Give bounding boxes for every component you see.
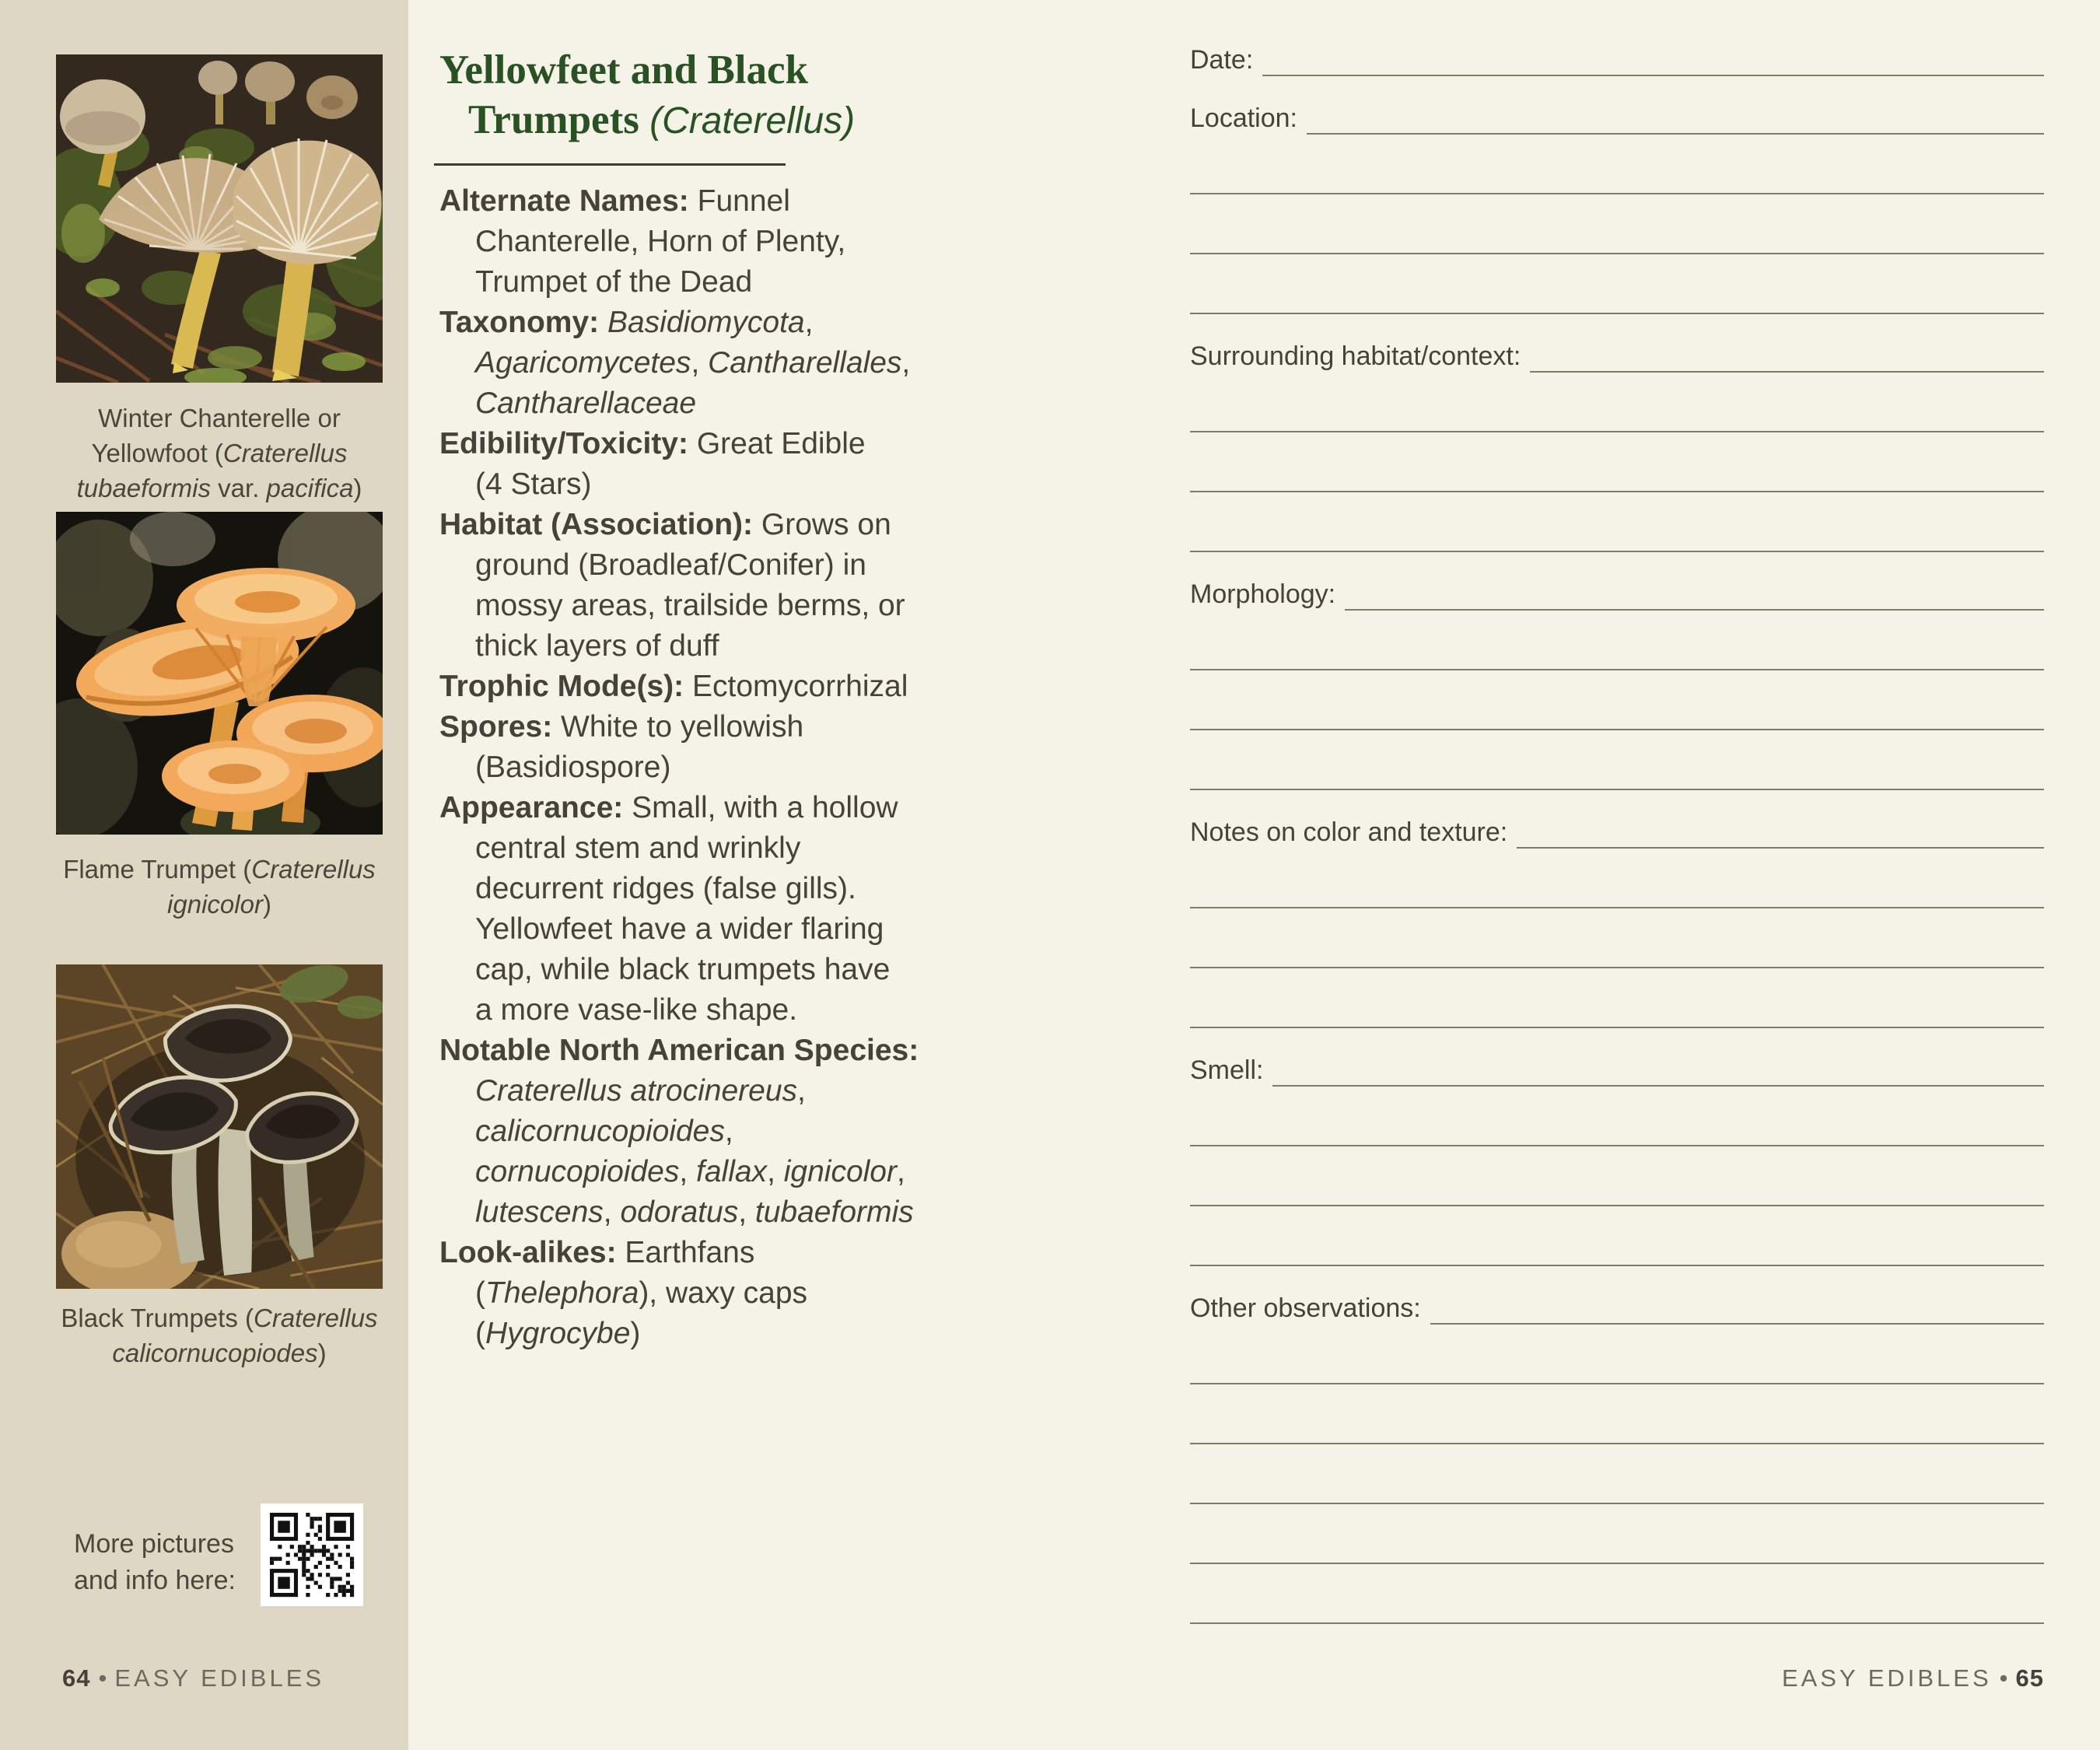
attribute-line: Edibility/Toxicity: Great Edible [439,427,866,460]
attribute-line: calicornucopioides, [475,1115,733,1148]
attribute-entry [439,788,953,1031]
more-info-line1: More pictures [74,1529,234,1559]
caption-winter-chanterelle: Winter Chanterelle or Yellowfoot (Craterellus tubaeformis var. pacifica) [76,404,362,502]
journal-blank-line [1190,373,2044,432]
attribute-line: decurrent ridges (false gills). [475,872,856,905]
journal-field-label: Surrounding habitat/context: [1190,341,1521,371]
journal-blank-line [1190,1087,2044,1146]
journal-blank-line [1190,1444,2044,1504]
attribute-line: a more vase-like shape. [475,993,798,1027]
journal-writing-line [1262,16,2044,76]
journal-field-label: Smell: [1190,1055,1264,1085]
journal-field-label: Location: [1190,103,1297,133]
left-sidebar [0,0,408,1750]
attribute-entry [439,707,953,788]
journal-blank-line [1190,1384,2044,1444]
page-number-left: 64 [62,1664,91,1692]
mushroom-photo-illustration [56,512,383,835]
more-info-line2: and info here: [74,1566,236,1595]
qr-code-pattern [261,1503,363,1606]
journal-blank-line [1190,1325,2044,1384]
journal-blank-line [1190,1504,2044,1564]
journal-row-location- [1190,76,2044,135]
journal-blank-line [1190,968,2044,1028]
attribute-line: Cantharellaceae [475,387,697,420]
field-journal-form [1190,18,2044,1624]
title-line1: Yellowfeet and Black [439,47,809,93]
attribute-entry [439,181,953,303]
footer-separator: • [1999,1664,2008,1692]
footer-separator: • [98,1664,107,1692]
species-attributes [439,181,953,1354]
journal-writing-line [1517,789,2044,849]
journal-row-surrounding-habitat-context- [1190,314,2044,373]
qr-code-icon [261,1503,363,1606]
attribute-line: lutescens, odoratus, tubaeformis [475,1195,914,1229]
attribute-line: (Hygrocybe) [475,1317,641,1350]
journal-field-label: Morphology: [1190,579,1336,609]
attribute-entry [439,1233,953,1354]
journal-writing-line [1345,551,2044,611]
attribute-entry [439,424,953,505]
title-line2: Trumpets (Craterellus) [468,97,856,142]
attribute-line: thick layers of duff [475,629,719,663]
journal-blank-line [1190,670,2044,730]
journal-blank-line [1190,1564,2044,1624]
attribute-line: (Basidiospore) [475,751,671,784]
journal-blank-line [1190,730,2044,790]
journal-field-label: Date: [1190,45,1254,75]
attribute-line: Taxonomy: Basidiomycota, [439,306,814,339]
journal-writing-line [1307,75,2044,135]
journal-blank-line [1190,492,2044,552]
attribute-line: cap, while black trumpets have [475,953,891,986]
caption-flame-trumpet: Flame Trumpet (Craterellus ignicolor) [63,855,376,919]
journal-blank-line [1190,135,2044,194]
book-title-left: EASY EDIBLES [114,1664,325,1692]
journal-blank-line [1190,849,2044,908]
title-divider [434,163,786,166]
attribute-line: Look-alikes: Earthfans [439,1236,755,1269]
attribute-line: cornucopioides, fallax, ignicolor, [475,1155,905,1188]
winter-chanterelle-photo [56,54,383,383]
page-number-right: 65 [2015,1664,2044,1692]
journal-row-smell- [1190,1028,2044,1087]
mushroom-photo-illustration [56,964,383,1289]
attribute-line: Notable North American Species: [439,1034,919,1067]
attribute-line: central stem and wrinkly [475,831,801,865]
attribute-line: Trumpet of the Dead [475,265,753,299]
footer-right [1782,1664,2044,1692]
black-trumpets-photo [56,964,383,1289]
journal-row-date- [1190,18,2044,76]
attribute-line: ground (Broadleaf/Conifer) in [475,548,866,582]
attribute-line: Habitat (Association): Grows on [439,508,891,541]
attribute-line: Appearance: Small, with a hollow [439,791,898,824]
attribute-line: Yellowfeet have a wider flaring [475,912,884,946]
journal-writing-line [1272,1027,2044,1087]
journal-blank-line [1190,254,2044,314]
mushroom-photo-illustration [56,54,383,383]
attribute-line: Trophic Mode(s): Ectomycorrhizal [439,670,908,703]
flame-trumpet-photo [56,512,383,835]
attribute-entry [439,303,953,424]
journal-field-label: Other observations: [1190,1293,1421,1323]
attribute-line: Spores: White to yellowish [439,710,804,744]
book-title-right: EASY EDIBLES [1781,1664,1992,1692]
journal-blank-line [1190,432,2044,492]
attribute-line: mossy areas, trailside berms, or [475,589,905,622]
attribute-entry [439,1031,953,1233]
attribute-line: Chanterelle, Horn of Plenty, [475,225,846,258]
journal-field-label: Notes on color and texture: [1190,817,1508,847]
journal-blank-line [1190,1146,2044,1206]
attribute-line: (Thelephora), waxy caps [475,1276,808,1310]
journal-blank-line [1190,194,2044,254]
journal-row-other-observations- [1190,1266,2044,1325]
species-article [439,45,953,1354]
journal-writing-line [1530,313,2044,373]
journal-row-morphology- [1190,552,2044,611]
journal-blank-line [1190,908,2044,968]
page-title [439,45,953,146]
attribute-line: Craterellus atrocinereus, [475,1074,806,1108]
attribute-entry [439,505,953,667]
caption-black-trumpets: Black Trumpets (Craterellus calicornucopiodes) [61,1304,378,1367]
attribute-line: (4 Stars) [475,467,592,501]
genus-name: (Craterellus) [649,100,856,142]
journal-blank-line [1190,1206,2044,1266]
journal-blank-line [1190,611,2044,670]
attribute-entry [439,667,953,707]
attribute-line: Agaricomycetes, Cantharellales, [475,346,911,380]
more-info-text [74,1526,257,1599]
journal-row-notes-on-color-and-texture- [1190,790,2044,849]
footer-left [62,1664,324,1692]
journal-writing-line [1430,1265,2044,1325]
attribute-line: Alternate Names: Funnel [439,184,790,218]
